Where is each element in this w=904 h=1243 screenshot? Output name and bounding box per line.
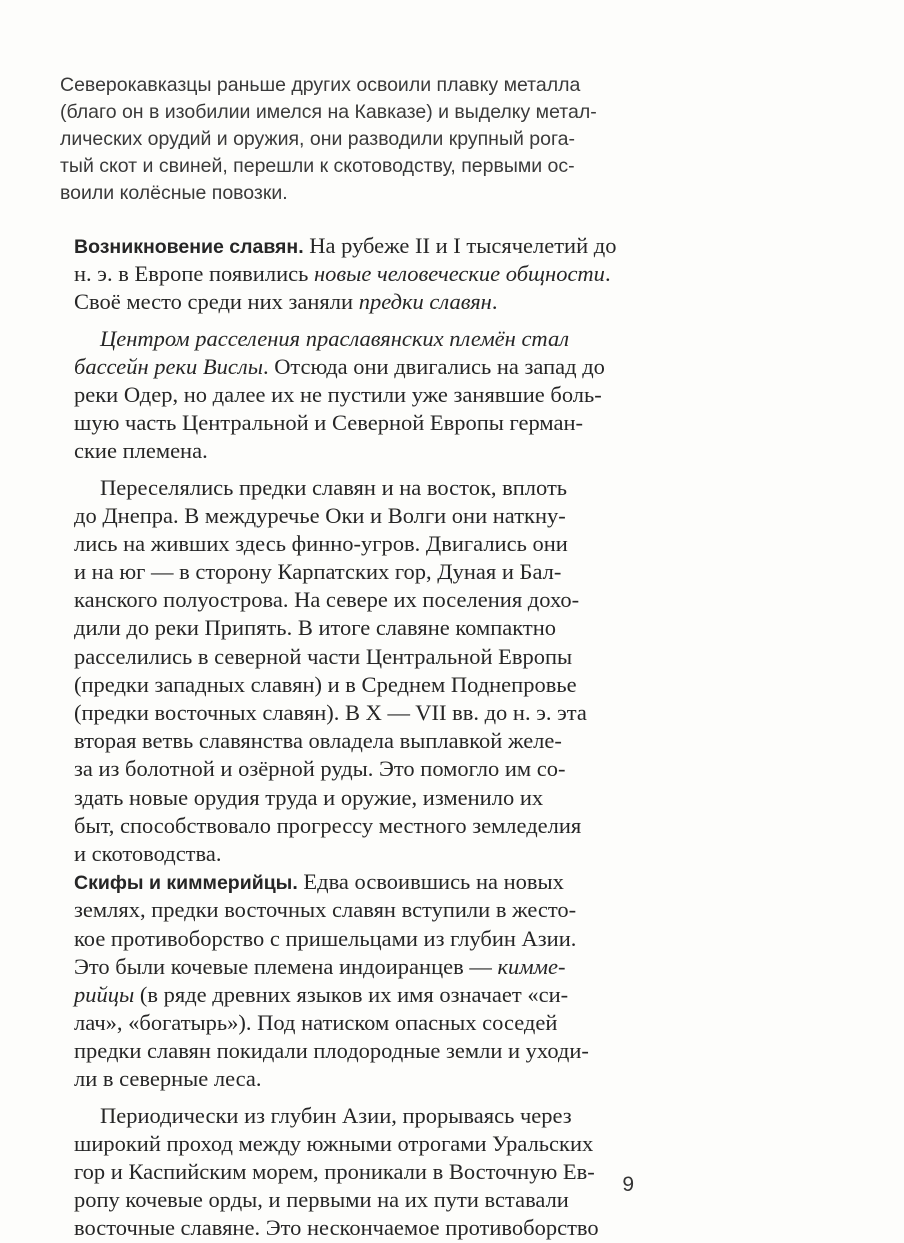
text-line: широкий проход между южными отрогами Уральских <box>74 1130 594 1156</box>
text-line: ропу кочевые орды, и первыми на их пути вставали <box>74 1187 569 1213</box>
sidebar-line: воили колёсные повозки. <box>60 182 288 204</box>
sidebar-line: лических орудий и оружия, они разводили крупный рога- <box>60 128 575 150</box>
text-line: лись на живших здесь финно-угров. Двигались они <box>74 530 568 556</box>
text-line: до Днепра. В междуречье Оки и Волги они наткну- <box>74 502 566 528</box>
text-line: восточные славяне. Это нескончаемое противоборство <box>74 1215 599 1241</box>
text-line: Своё место среди них заняли предки славян. <box>74 289 498 315</box>
text-line: Скифы и киммерийцы. Едва освоившись на новых <box>74 869 564 895</box>
text-line: вторая ветвь славянства овладела выплавкой желе- <box>74 728 562 754</box>
section-heading: Возникновение славян. <box>74 236 304 258</box>
text-line: реки Одер, но далее их не пустили уже занявшие боль- <box>74 381 602 407</box>
text-line: быт, способствовало прогрессу местного земледелия <box>74 812 582 838</box>
text-line: бассейн реки Вислы. Отсюда они двигались на запад до <box>74 353 605 379</box>
text-line: дили до реки Припять. В итоге славяне компактно <box>74 615 556 641</box>
text-line: кое противоборство с пришельцами из глубин Азии. <box>74 925 577 951</box>
sidebar-line: (благо он в изобилии имелся на Кавказе) и выделку метал- <box>60 101 597 123</box>
text-line: ли в северные леса. <box>74 1066 262 1092</box>
sidebar-line: Северокавказцы раньше других освоили плавку металла <box>60 74 581 96</box>
text-line: н. э. в Европе появились новые человеческие общности. <box>74 261 611 287</box>
page-number: 9 <box>622 1173 634 1196</box>
sidebar-line: тый скот и свиней, перешли к скотоводству, первыми ос- <box>60 155 575 177</box>
text-line: и на юг — в сторону Карпатских гор, Дуная и Бал- <box>74 559 562 585</box>
text-line: канского полуострова. На севере их поселения дохо- <box>74 587 580 613</box>
text-line: расселились в северной части Центральной Европы <box>74 643 573 669</box>
text-line: Центром расселения праславянских племён стал <box>100 325 570 351</box>
text-line: за из болотной и озёрной руды. Это помогло им со- <box>74 756 566 782</box>
section-heading: Скифы и киммерийцы. <box>74 872 298 895</box>
text-line: предки славян покидали плодородные земли и уходи- <box>74 1038 589 1064</box>
text-line: лач», «богатырь»). Под натиском опасных соседей <box>74 1010 558 1036</box>
text-line: Переселялись предки славян и на восток, вплоть <box>100 474 568 500</box>
text-line: рийцы (в ряде древних языков их имя означает «си- <box>74 981 569 1007</box>
text-line: Возникновение славян. На рубеже II и I тысячелетий до <box>74 233 617 258</box>
text-line: землях, предки восточных славян вступили в жесто- <box>74 897 577 923</box>
text-line: Это были кочевые племена индоиранцев — кимме- <box>74 953 566 979</box>
text-line: Периодически из глубин Азии, прорываясь через <box>100 1102 572 1128</box>
text-line: (предки западных славян) и в Среднем Поднепровье <box>74 671 577 697</box>
main-text <box>74 232 634 1243</box>
text-line: и скотоводства. <box>74 840 222 866</box>
sidebar-note <box>60 72 630 207</box>
text-line: здать новые орудия труда и оружие, изменило их <box>74 784 544 810</box>
text-line: гор и Каспийским морем, проникали в Восточную Ев- <box>74 1159 595 1184</box>
text-line: ские племена. <box>74 438 208 464</box>
text-line: шую часть Центральной и Северной Европы герман- <box>74 410 583 436</box>
text-line: (предки восточных славян). В X — VII вв. до н. э. эта <box>74 700 587 725</box>
